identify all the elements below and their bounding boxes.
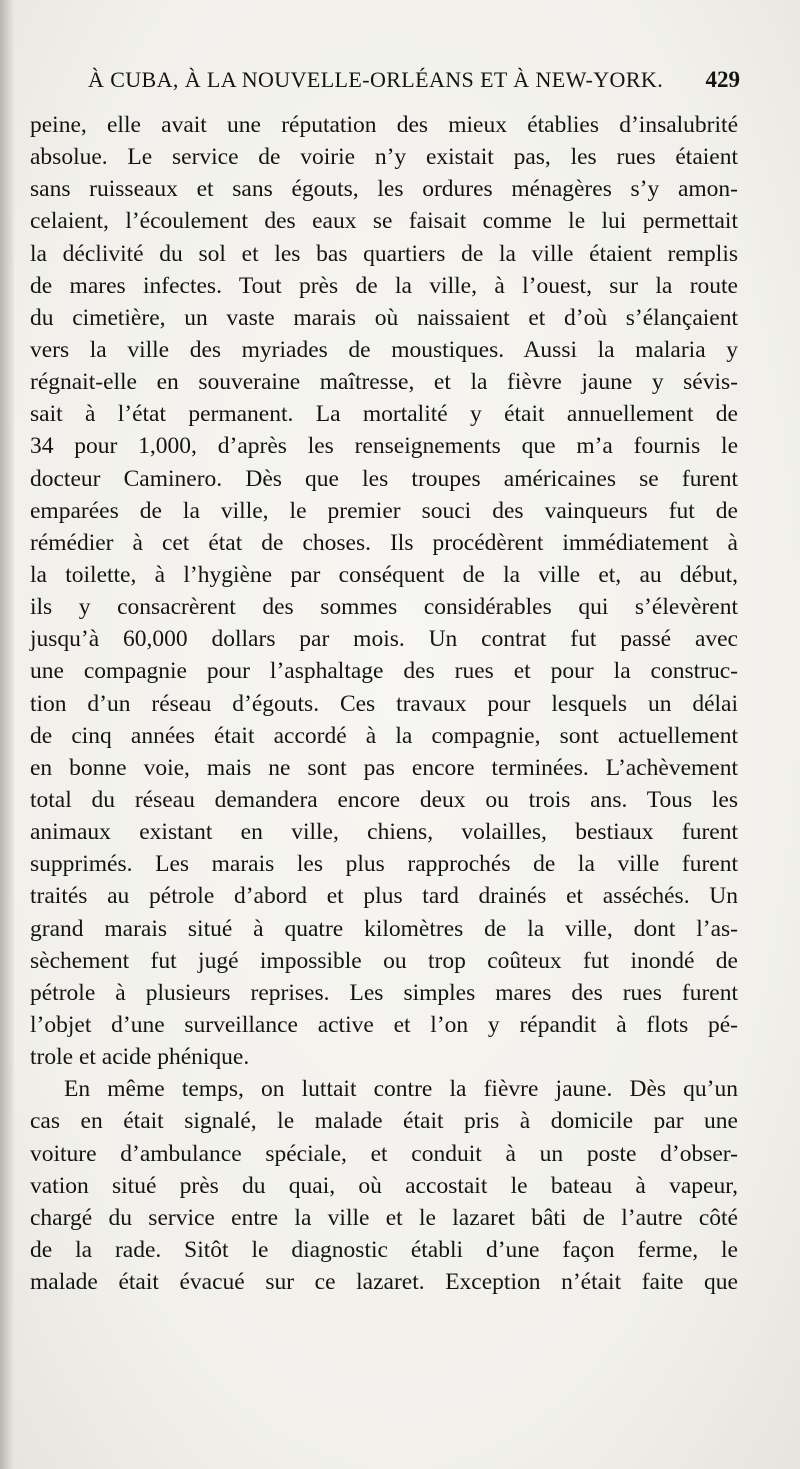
text-line: cas en était signalé, le malade était pris à domicile par une [30, 1108, 738, 1135]
text-line: régnait-elle en souveraine maîtresse, et la fièvre jaune y sévis- [30, 369, 738, 396]
text-line: la toilette, à l’hygiène par conséquent de la ville et, au début, [30, 561, 738, 588]
text-line: docteur Caminero. Dès que les troupes américaines se furent [30, 465, 738, 492]
text-line: emparées de la ville, le premier souci des vainqueurs fut de [30, 497, 738, 524]
text-line: tion d’un réseau d’égouts. Ces travaux pour lesquels un délai [30, 690, 738, 717]
page-header [88, 62, 740, 98]
text-line: ils y consacrèrent des sommes considérables qui s’élevèrent [30, 594, 738, 621]
paragraph [30, 1073, 738, 1298]
text-line: 34 pour 1,000, d’après les renseignements que m’a fournis le [30, 433, 738, 460]
text-line: vation situé près du quai, où accostait le bateau à vapeur, [30, 1172, 738, 1199]
page-gutter-shadow [0, 0, 14, 1469]
text-line: absolue. Le service de voirie n’y existait pas, les rues étaient [30, 144, 738, 171]
text-line: traités au pétrole d’abord et plus tard drainés et asséchés. Un [30, 883, 738, 910]
text-line: du cimetière, un vaste marais où naissaient et d’où s’élançaient [30, 304, 738, 331]
text-line: de la rade. Sitôt le diagnostic établi d’une façon ferme, le [30, 1236, 738, 1263]
text-line: voiture d’ambulance spéciale, et conduit à un poste d’obser- [30, 1140, 738, 1167]
text-line: jusqu’à 60,000 dollars par mois. Un contrat fut passé avec [30, 626, 738, 653]
text-line: sèchement fut jugé impossible ou trop coûteux fut inondé de [30, 947, 738, 974]
text-line: l’objet d’une surveillance active et l’on y répandit à flots pé- [30, 1011, 738, 1038]
text-line: de cinq années était accordé à la compagnie, sont actuellement [30, 722, 738, 749]
text-line: rémédier à cet état de choses. Ils procédèrent immédiatement à [30, 529, 738, 556]
page-number: 429 [705, 67, 740, 92]
text-line: malade était évacué sur ce lazaret. Exception n’était faite que [30, 1269, 738, 1296]
text-line: animaux existant en ville, chiens, volailles, bestiaux furent [30, 819, 738, 846]
text-line: vers la ville des myriades de moustiques. Aussi la malaria y [30, 336, 738, 363]
text-line: la déclivité du sol et les bas quartiers de la ville étaient remplis [30, 240, 738, 267]
text-line: chargé du service entre la ville et le lazaret bâti de l’autre côté [30, 1204, 738, 1231]
running-title: À CUBA, À LA NOUVELLE-ORLÉANS ET À NEW-YORK. [88, 67, 664, 92]
text-line: de mares infectes. Tout près de la ville, à l’ouest, sur la route [30, 272, 738, 299]
text-line: grand marais situé à quatre kilomètres de la ville, dont l’as- [30, 915, 738, 942]
text-line: une compagnie pour l’asphaltage des rues et pour la construc- [30, 658, 738, 685]
text-line: supprimés. Les marais les plus rapprochés de la ville furent [30, 851, 738, 878]
body-text [30, 109, 738, 1298]
text-line: sans ruisseaux et sans égouts, les ordures ménagères s’y amon- [30, 176, 738, 203]
text-line: en bonne voie, mais ne sont pas encore terminées. L’achèvement [30, 754, 738, 781]
text-line: trole et acide phénique. [30, 1044, 250, 1071]
text-line: En même temps, on luttait contre la fièvre jaune. Dès qu’un [64, 1076, 738, 1103]
text-line: total du réseau demandera encore deux ou trois ans. Tous les [30, 786, 738, 813]
paragraph [30, 109, 738, 1073]
text-line: celaient, l’écoulement des eaux se faisait comme le lui permettait [30, 208, 738, 235]
text-line: pétrole à plusieurs reprises. Les simples mares des rues furent [30, 979, 738, 1006]
text-line: sait à l’état permanent. La mortalité y était annuellement de [30, 401, 738, 428]
text-line: peine, elle avait une réputation des mieux établies d’insalubrité [30, 112, 738, 138]
